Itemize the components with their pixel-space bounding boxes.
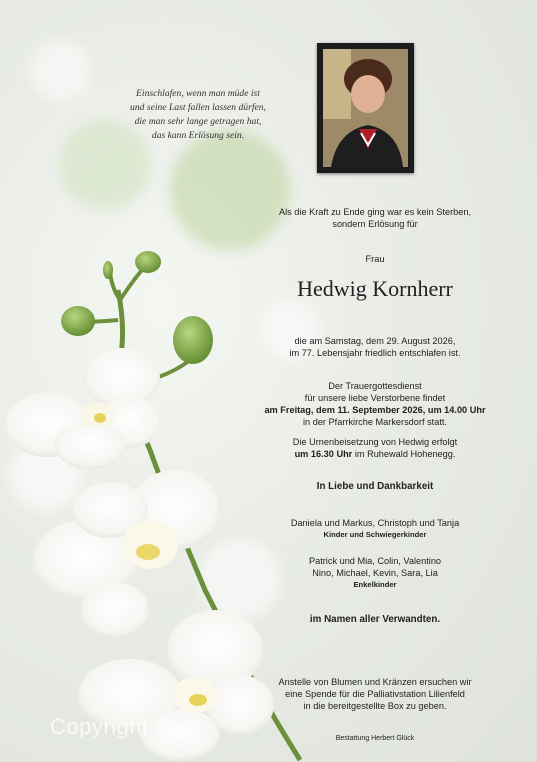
children-names: Daniela und Markus, Christoph und Tanja [290, 518, 460, 528]
grandchildren-label: Enkelkinder [353, 580, 397, 589]
relatives: im Namen aller Verwandten. [309, 614, 441, 625]
poem-line: und seine Last fallen lassen dürfen, [130, 102, 266, 113]
children-label: Kinder und Schwiegerkinder [323, 530, 427, 539]
portrait-frame [317, 43, 414, 173]
urn-info [240, 436, 510, 460]
grandchildren-names: Nino, Michael, Kevin, Sara, Lia [312, 568, 438, 578]
poem-line: die man sehr lange getragen hat, [134, 116, 262, 127]
copyright-watermark: Copyright © [50, 714, 172, 739]
love-heading: In Liebe und Dankbarkeit [316, 481, 434, 492]
poem [108, 87, 288, 143]
service-line: Der Trauergottesdienst [328, 381, 422, 391]
death-line: die am Samstag, dem 29. August 2026, [294, 336, 456, 346]
orchid-bud [135, 251, 161, 273]
donation-note [240, 676, 510, 712]
intro-line: sondern Erlösung für [332, 219, 418, 229]
donation-line: Anstelle von Blumen und Kränzen ersuchen wir [278, 677, 472, 687]
urn-place: im Ruhewald Hohenegg. [352, 449, 456, 459]
orchid-bud [103, 261, 113, 279]
service-date: am Freitag, dem 11. September 2026, um 14.00 Uhr [264, 405, 486, 415]
poem-line: das kann Erlösung sein. [151, 130, 245, 141]
intro-text [240, 206, 510, 230]
death-notice [240, 335, 510, 359]
portrait-photo [323, 49, 408, 167]
grandchildren [240, 555, 510, 591]
orchid-flower [4, 348, 160, 469]
intro-line: Als die Kraft zu Ende ging war es kein Sterben, [278, 207, 472, 217]
funeral-home: Bestattung Herbert Glück [335, 735, 415, 742]
donation-line: eine Spende für die Palliativstation Lilienfeld [285, 689, 465, 699]
service-line: für unsere liebe Verstorbene findet [304, 393, 446, 403]
deceased-name: Hedwig Kornherr [297, 276, 453, 301]
poem-line: Einschlafen, wenn man müde ist [136, 88, 260, 99]
orchid-bud [173, 316, 213, 364]
death-line: im 77. Lebensjahr friedlich entschlafen ist. [289, 348, 461, 358]
urn-line: Die Urnenbeisetzung von Hedwig erfolgt [292, 437, 458, 447]
orchid-bud [61, 306, 95, 336]
donation-line: in die bereitgestellte Box zu geben. [303, 701, 447, 711]
service-info [235, 380, 515, 428]
children [240, 517, 510, 541]
grandchildren-names: Patrick und Mia, Colin, Valentino [308, 556, 442, 566]
service-line: in der Pfarrkirche Markersdorf statt. [303, 417, 447, 427]
salutation: Frau [365, 254, 385, 264]
urn-time: um 16.30 Uhr [294, 449, 353, 459]
